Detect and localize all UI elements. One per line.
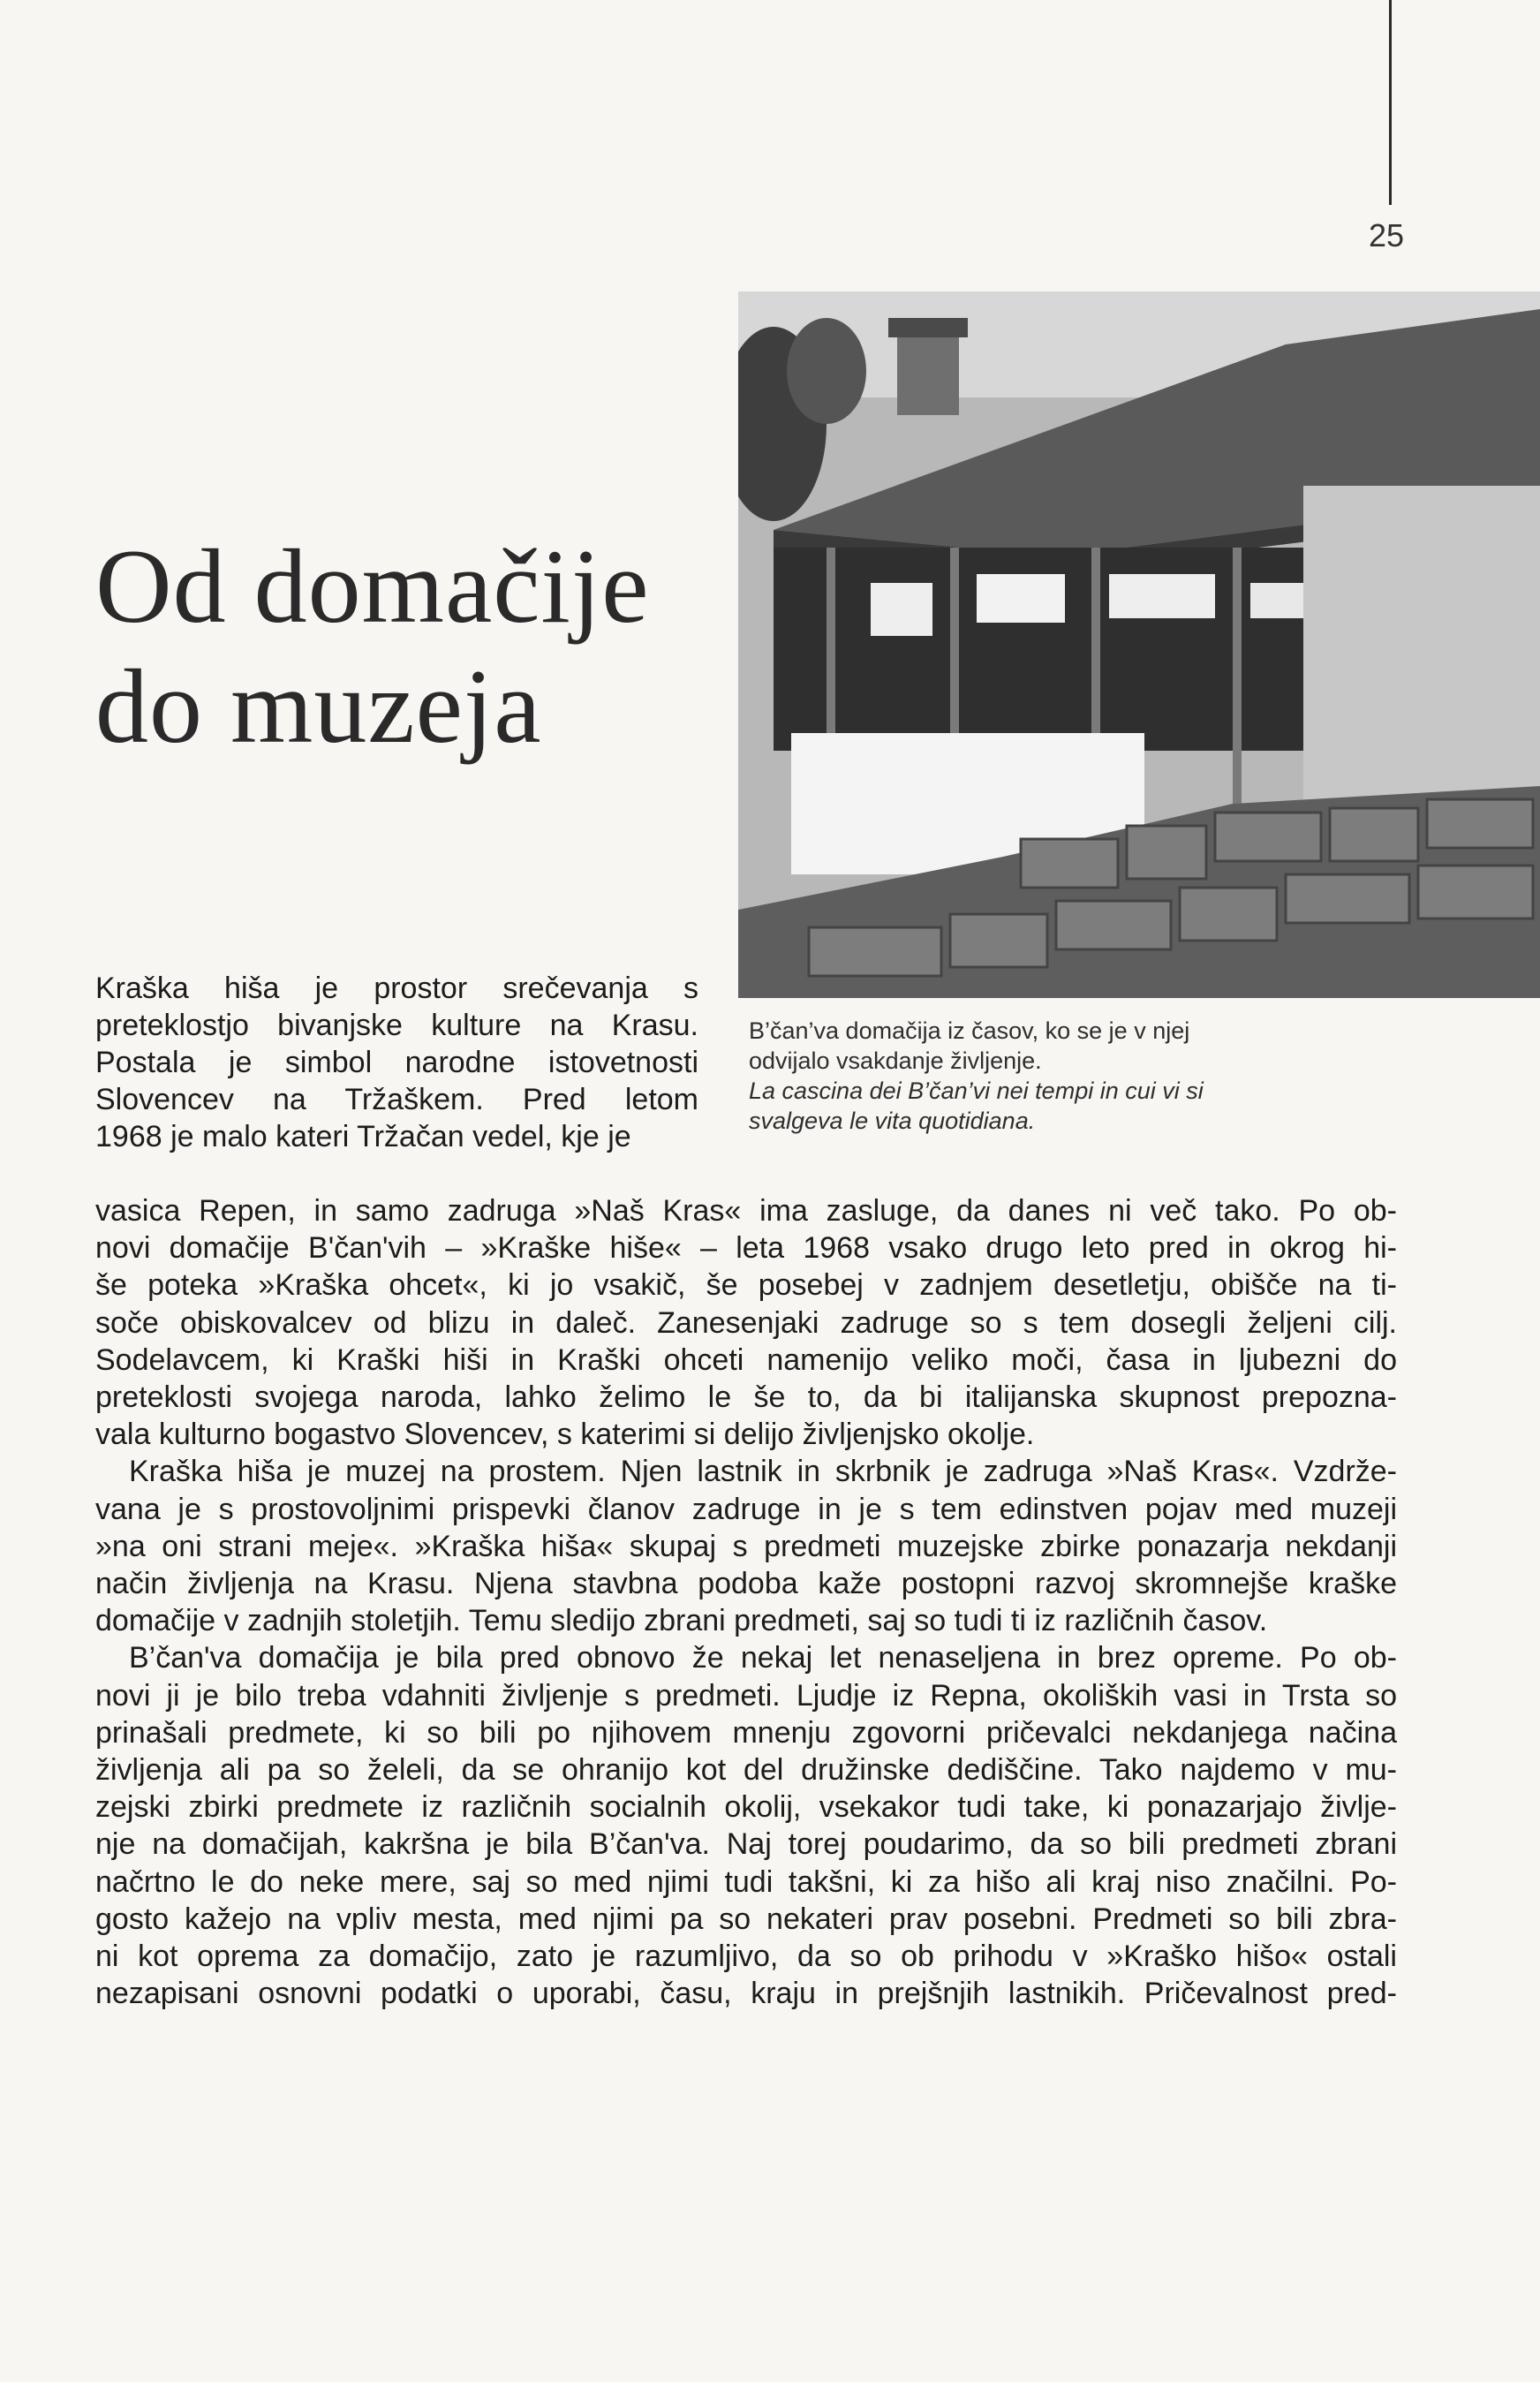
body-line: še poteka »Kraška ohcet«, ki jo vsakič, še posebej v zadnjem desetletju, obišče na ti- bbox=[95, 1268, 1397, 1303]
body-line: novi domačije B'čan'vih – »Kraške hiše« – leta 1968 vsako drugo leto pred in okrog hi- bbox=[95, 1231, 1397, 1266]
caption-slovene-line-1: B’čan’va domačija iz časov, ko se je v njej bbox=[749, 1017, 1190, 1044]
body-line: B’čan'va domačija je bila pred obnovo že nekaj let nenaseljena in brez opreme. Po ob- bbox=[129, 1641, 1397, 1675]
body-line: »na oni strani meje«. »Kraška hiša« skupaj s predmeti muzejske zbirke ponazarja nekdanji bbox=[95, 1529, 1397, 1563]
body-line: načrtno le do neke mere, saj so med njimi tudi takšni, ki za hišo ali kraj niso značilni. Po- bbox=[95, 1864, 1397, 1899]
caption-italian-line-1: La cascina dei B’čan’vi nei tempi in cui vi si bbox=[749, 1078, 1204, 1104]
margin-rule bbox=[1389, 0, 1392, 205]
body-line: življenja ali pa so želeli, da se ohranijo kot del družinske dediščine. Tako najdemo v mu- bbox=[95, 1753, 1397, 1788]
chapter-title bbox=[95, 526, 649, 767]
chapter-title-line-2: do muzeja bbox=[95, 647, 542, 765]
body-line: vasica Repen, in samo zadruga »Naš Kras« ima zasluge, da danes ni več tako. Po ob- bbox=[95, 1194, 1397, 1228]
house-photo-illustration bbox=[738, 291, 1540, 998]
body-line: domačije v zadnjih stoletjih. Temu sledijo zbrani predmeti, saj so tudi ti iz različnih časov. bbox=[95, 1604, 1268, 1638]
body-line: vala kulturno bogastvo Slovencev, s katerimi si delijo življenjsko okolje. bbox=[95, 1418, 1035, 1452]
house-photo bbox=[738, 291, 1540, 998]
body-line: Kraška hiša je muzej na prostem. Njen lastnik in skrbnik je zadruga »Naš Kras«. Vzdrže- bbox=[129, 1455, 1397, 1489]
body-line: prinašali predmete, ki so bili po njihovem mnenju zgovorni pričevalci nekdanjega načina bbox=[95, 1715, 1397, 1750]
body-line: soče obiskovalcev od blizu in daleč. Zanesenjaki zadruge so s tem dosegli željeni cilj. bbox=[95, 1305, 1397, 1340]
body-line: način življenja na Krasu. Njena stavbna podoba kaže postopni razvoj skromnejše kraške bbox=[95, 1567, 1397, 1601]
body-line: preteklosti svojega naroda, lahko želimo le še to, da bi italijanska skupnost prepozna- bbox=[95, 1380, 1397, 1415]
intro-line: Slovencev na Tržaškem. Pred letom bbox=[95, 1083, 698, 1116]
body-line: vana je s prostovoljnimi prispevki članov zadruge in je s tem edinstven pojav med muzeji bbox=[95, 1492, 1397, 1526]
body-line: nezapisani osnovni podatki o uporabi, času, kraju in prejšnjih lastnikih. Pričevalnost pred- bbox=[95, 1977, 1397, 2011]
body-line: nje na domačijah, kakršna je bila B’čan'va. Naj torej poudarimo, da so bili predmeti zbrani bbox=[95, 1827, 1397, 1862]
intro-line: 1968 je malo kateri Tržačan vedel, kje je bbox=[95, 1120, 631, 1153]
page-number: 25 bbox=[1368, 217, 1405, 253]
body-line: gosto kažejo na vpliv mesta, med njimi pa so nekateri prav posebni. Predmeti so bili zbra- bbox=[95, 1902, 1397, 1936]
caption-slovene-line-2: odvijalo vsakdanje življenje. bbox=[749, 1047, 1042, 1074]
body-line: zejski zbirki predmete iz različnih socialnih okolij, vsekakor tudi take, ki ponazarjajo življe- bbox=[95, 1790, 1397, 1825]
body-line: novi ji je bilo treba vdahniti življenje s predmeti. Ljudje iz Repna, okoliških vasi in Trsta so bbox=[95, 1678, 1397, 1713]
intro-line: Kraška hiša je prostor srečevanja s bbox=[95, 972, 698, 1005]
intro-line: preteklostjo bivanjske kulture na Krasu. bbox=[95, 1009, 698, 1042]
photo-caption bbox=[749, 1016, 1367, 1136]
body-line: ni kot oprema za domačijo, zato je razumljivo, da so ob prihodu v »Kraško hišo« ostali bbox=[95, 1940, 1397, 1974]
body-line: Sodelavcem, ki Kraški hiši in Kraški ohceti namenijo veliko moči, časa in ljubezni do bbox=[95, 1342, 1397, 1377]
body-text bbox=[95, 1192, 1397, 2012]
intro-paragraph bbox=[95, 970, 698, 1155]
chapter-title-line-1: Od domačije bbox=[95, 527, 650, 645]
intro-line: Postala je simbol narodne istovetnosti bbox=[95, 1046, 698, 1079]
caption-italian-line-2: svalgeva le vita quotidiana. bbox=[749, 1108, 1036, 1134]
